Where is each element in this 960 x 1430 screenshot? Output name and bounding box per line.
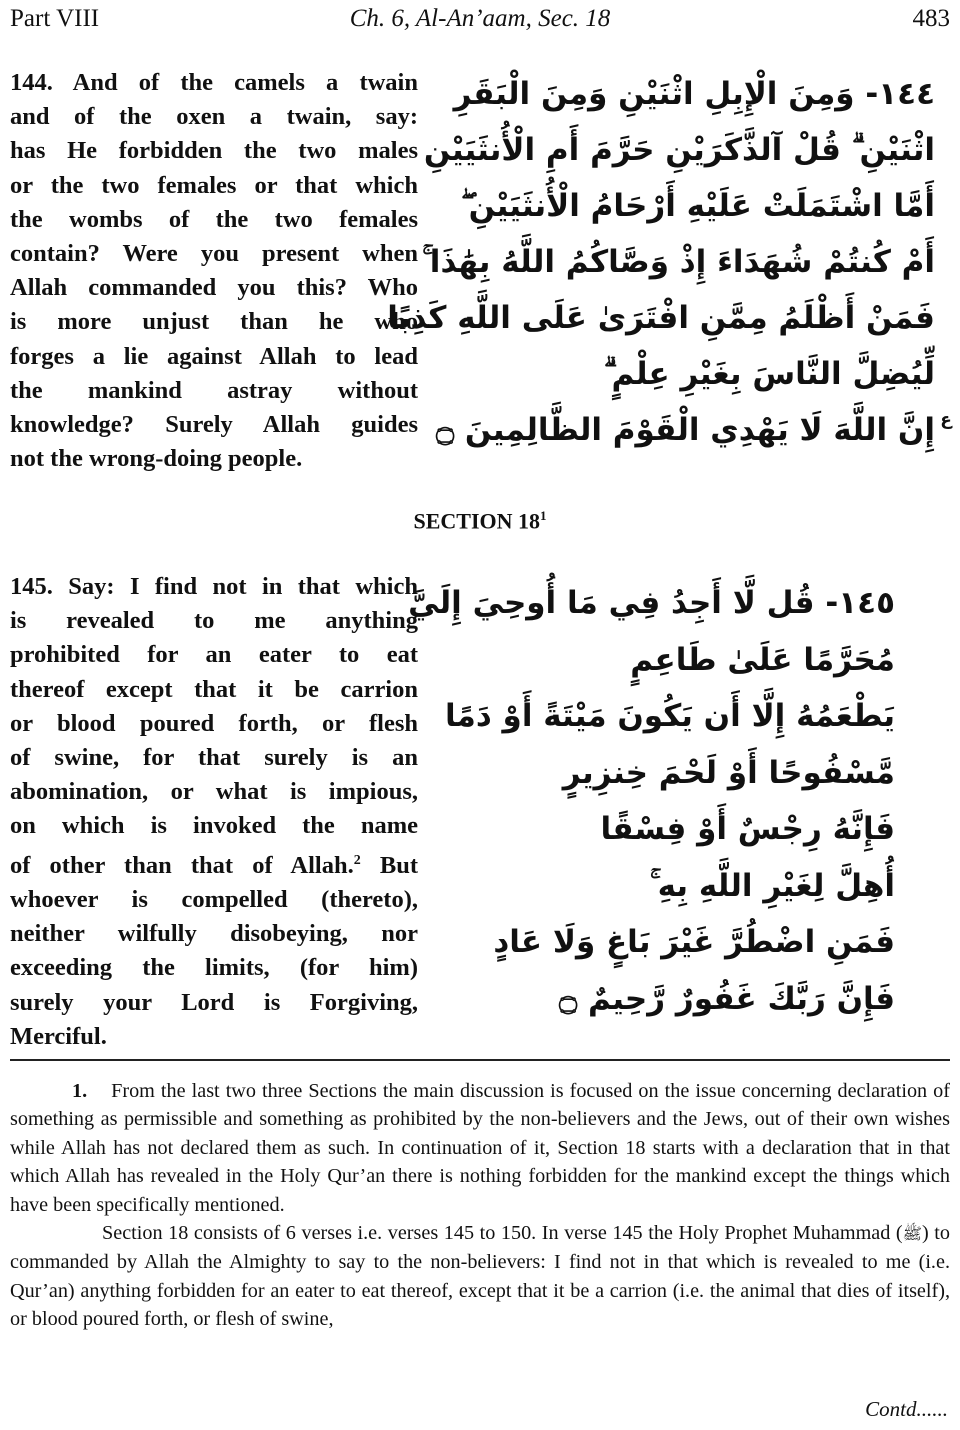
verse-line: surely your Lord is Forgiving, [10,988,418,1016]
footnote-number: 1. [72,1080,88,1102]
verse-145-translation [10,570,418,1054]
arabic-line: أَمَّا اشْتَمَلَتْ عَلَيْهِ أَرْحَامُ الْأُنثَيَيْنِ ۖ [460,188,935,224]
verse-line: the wombs of the two females [10,205,418,233]
arabic-line: مَّسْفُوحًا أَوْ لَحْمَ خِنزِيرٍ [562,754,895,791]
verse-line-text: of other than that of Allah. [10,851,354,879]
verse-line: and of the oxen a twain, say: [10,103,418,131]
footnotes [10,1077,950,1334]
footnote-divider [10,1059,950,1061]
verse-line: neither wilfully disobeying, nor [10,920,418,948]
arabic-line: فَإِنَّ رَبَّكَ غَفُورٌ رَّحِيمٌ ۝ [558,980,895,1017]
verse-line: thereof except that it be carrion [10,675,418,703]
footnote-text: Section 18 consists of 6 verses i.e. verses 145 to 150. In verse 145 the Holy Prophet Muhammad ( [102,1222,903,1245]
arabic-line: إِنَّ اللَّهَ لَا يَهْدِي الْقَوْمَ الظَّالِمِينَ ۝ [435,412,935,448]
verse-line: exceeding the limits, (for him) [10,954,418,982]
arabic-line: أَمْ كُنتُمْ شُهَدَاءَ إِذْ وَصَّاكُمُ اللَّهُ بِهَٰذَا ۚ [422,244,935,280]
footnote-text: ) to commanded by Allah the Almighty to say to the non-believers: I find not in that which is revealed to me (i.e. Qur’an) anything forbidden for an eater to eat thereof, except that it be a carrion (i.e. the animal that dies of itself), or blood poured forth, or flesh of swine, [10,1222,950,1331]
arabic-line: اثْنَيْنِ ۗ قُلْ آلذَّكَرَيْنِ حَرَّمَ أَمِ الْأُنثَيَيْنِ [423,132,935,168]
page-number: 483 [912,5,950,32]
verse-145-arabic [408,575,895,1027]
chapter-title: Ch. 6, Al-An’aam, Sec. 18 [349,5,611,32]
verse-line: Allah commanded you this? Who [10,274,418,302]
footnote-1-paragraph-2 [10,1219,950,1334]
verse-line: is more unjust than he who [10,308,418,336]
verse-line: abomination, or what is impious, [10,778,418,806]
verse-line: 144. And of the camels a twain [10,69,418,96]
footnote-ref: 2 [353,852,361,868]
section-title: SECTION 18 [413,508,541,534]
verse-line: knowledge? Surely Allah guides [10,411,418,439]
verse-line: contain? Were you present when [10,240,418,268]
verse-144-translation [10,66,418,476]
verse-line: the mankind astray without [10,376,418,404]
arabic-line: مُحَرَّمًا عَلَىٰ طَاعِمٍ [630,641,895,678]
verse-144-arabic [387,66,935,458]
verse-line: on which is invoked the name [10,812,418,840]
arabic-line: فَمَنْ أَظْلَمُ مِمَّنِ افْتَرَىٰ عَلَى اللَّهِ كَذِبًا [387,300,935,336]
verse-line: Merciful. [10,1022,107,1050]
verse-line [10,844,418,883]
verse-line: not the wrong-doing people. [10,445,303,473]
arabic-line: يَطْعَمُهُ إِلَّا أَن يَكُونَ مَيْتَةً أَوْ دَمًا [445,698,895,734]
verse-line: 145. Say: I find not in that which [10,573,418,600]
verse-line: of swine, for that surely is an [10,744,418,772]
continued-marker: Contd...... [865,1397,948,1421]
verse-line: has He forbidden the two males [10,137,418,165]
verse-line: prohibited for an eater to eat [10,641,418,669]
arabic-line: أُهِلَّ لِغَيْرِ اللَّهِ بِهِ ۚ [649,867,895,904]
arabic-line: ١٤٤- وَمِنَ الْإِبِلِ اثْنَيْنِ وَمِنَ الْبَقَرِ [453,76,935,112]
page-header [10,4,950,34]
verse-line: or the two females or that which [10,171,418,199]
footnote-1 [10,1077,950,1219]
arabic-line: ١٤٥- قُل لَّا أَجِدُ فِي مَا أُوحِيَ إِلَيَّ [408,585,895,621]
salawat-symbol: ﷺ [902,1224,922,1244]
arabic-line: فَإِنَّهُ رِجْسٌ أَوْ فِسْقًا [600,811,895,847]
arabic-line: فَمَنِ اضْطُرَّ غَيْرَ بَاغٍ وَلَا عَادٍ [493,924,895,960]
verse-line-text: But [360,851,418,879]
ruku-marker: ع [940,410,952,430]
verse-line: forges a lie against Allah to lead [10,342,418,370]
verse-line: is revealed to me anything [10,607,418,635]
part-label: Part VIII [10,5,100,32]
section-heading [0,508,960,534]
verse-line: or blood poured forth, or flesh [10,709,418,737]
arabic-line: لِّيُضِلَّ النَّاسَ بِغَيْرِ عِلْمٍ ۗ [603,356,935,392]
footnote-text: From the last two three Sections the main discussion is focused on the issue concerning declaration of something as permissible and something as prohibited by the non-believers and the Jews, out of their own wishes while Allah has not declared them as such. In continuation of it, Section 18 starts with a declaration that in that which Allah has revealed in the Holy Qur’an there is nothing forbidden for the mankind except the things which have been specifically mentioned. [10,1080,950,1216]
verse-line: whoever is compelled (thereto), [10,885,418,913]
footnote-ref: 1 [540,508,547,523]
